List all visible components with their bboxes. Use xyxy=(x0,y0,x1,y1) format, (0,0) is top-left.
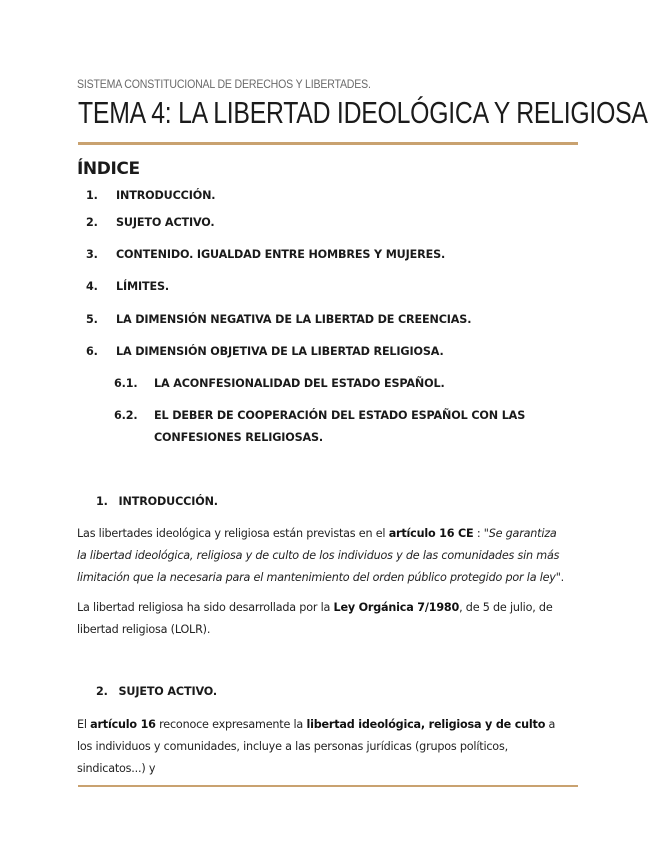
toc-item-text: CONTENIDO. IGUALDAD ENTRE HOMBRES Y MUJERES. xyxy=(116,248,446,261)
course-subject: SISTEMA CONSTITUCIONAL DE DERECHOS Y LIBERTADES. xyxy=(77,77,371,91)
section-title: INTRODUCCIÓN. xyxy=(118,495,218,508)
toc-subitem-text: LA ACONFESIONALIDAD DEL ESTADO ESPAÑOL. xyxy=(154,377,445,390)
intro-paragraph-1 xyxy=(77,523,569,589)
text-run: , de 5 de julio, de libertad religiosa (LOLR). xyxy=(77,601,553,636)
text-run: : " xyxy=(473,527,489,540)
toc-item-text: SUJETO ACTIVO. xyxy=(116,216,215,229)
toc-item-number: 1. xyxy=(86,189,98,202)
text-run: Las libertades ideológica y religiosa están previstas en el xyxy=(77,527,389,540)
toc-subitem-number: 6.2. xyxy=(114,409,138,422)
index-heading: ÍNDICE xyxy=(77,159,140,179)
toc-item-number: 6. xyxy=(86,345,98,358)
toc-item-text: LA DIMENSIÓN NEGATIVA DE LA LIBERTAD DE CREENCIAS. xyxy=(116,313,472,326)
toc-subitem-text: EL DEBER DE COOPERACIÓN DEL ESTADO ESPAÑOL CON LAS xyxy=(154,409,526,422)
article-reference: artículo 16 CE xyxy=(388,527,474,540)
title-divider xyxy=(78,142,578,145)
toc-item-number: 5. xyxy=(86,313,98,326)
footer-divider xyxy=(78,785,578,787)
toc-subitem-text: CONFESIONES RELIGIOSAS. xyxy=(154,431,324,444)
text-run: La libertad religiosa ha sido desarrollada por la xyxy=(77,601,334,614)
section-number: 2. xyxy=(96,685,108,698)
article-reference: artículo 16 xyxy=(90,718,156,731)
section-heading-introduccion xyxy=(96,495,218,508)
text-run: reconoce expresamente la xyxy=(155,718,307,731)
text-run: El xyxy=(77,718,91,731)
toc-item-text: INTRODUCCIÓN. xyxy=(116,189,216,202)
article-quote: Se garantiza la libertad ideológica, religiosa y de culto de los individuos y de las comunidades sin más limitación que la necesaria para el mantenimiento del orden público protegido por la ley xyxy=(77,527,560,584)
toc-item-number: 4. xyxy=(86,280,98,293)
section-heading-sujeto-activo xyxy=(96,685,217,698)
intro-paragraph-2 xyxy=(77,597,569,641)
toc-subitem-number: 6.1. xyxy=(114,377,138,390)
text-run: ". xyxy=(555,571,565,584)
freedoms-emphasis: libertad ideológica, religiosa y de culto xyxy=(306,718,546,731)
toc-item-number: 3. xyxy=(86,248,98,261)
toc-item-text: LA DIMENSIÓN OBJETIVA DE LA LIBERTAD RELIGIOSA. xyxy=(116,345,444,358)
section-title: SUJETO ACTIVO. xyxy=(118,685,218,698)
text-run: a los individuos y comunidades, incluye a las personas jurídicas (grupos políticos, sindicatos...) y xyxy=(77,718,556,775)
page-title: TEMA 4: LA LIBERTAD IDEOLÓGICA Y RELIGIOSA xyxy=(78,95,648,130)
toc-item-text: LÍMITES. xyxy=(116,280,169,293)
toc-item-number: 2. xyxy=(86,216,98,229)
section-number: 1. xyxy=(96,495,108,508)
subject-paragraph-1 xyxy=(77,714,569,780)
law-reference: Ley Orgánica 7/1980 xyxy=(333,601,460,614)
